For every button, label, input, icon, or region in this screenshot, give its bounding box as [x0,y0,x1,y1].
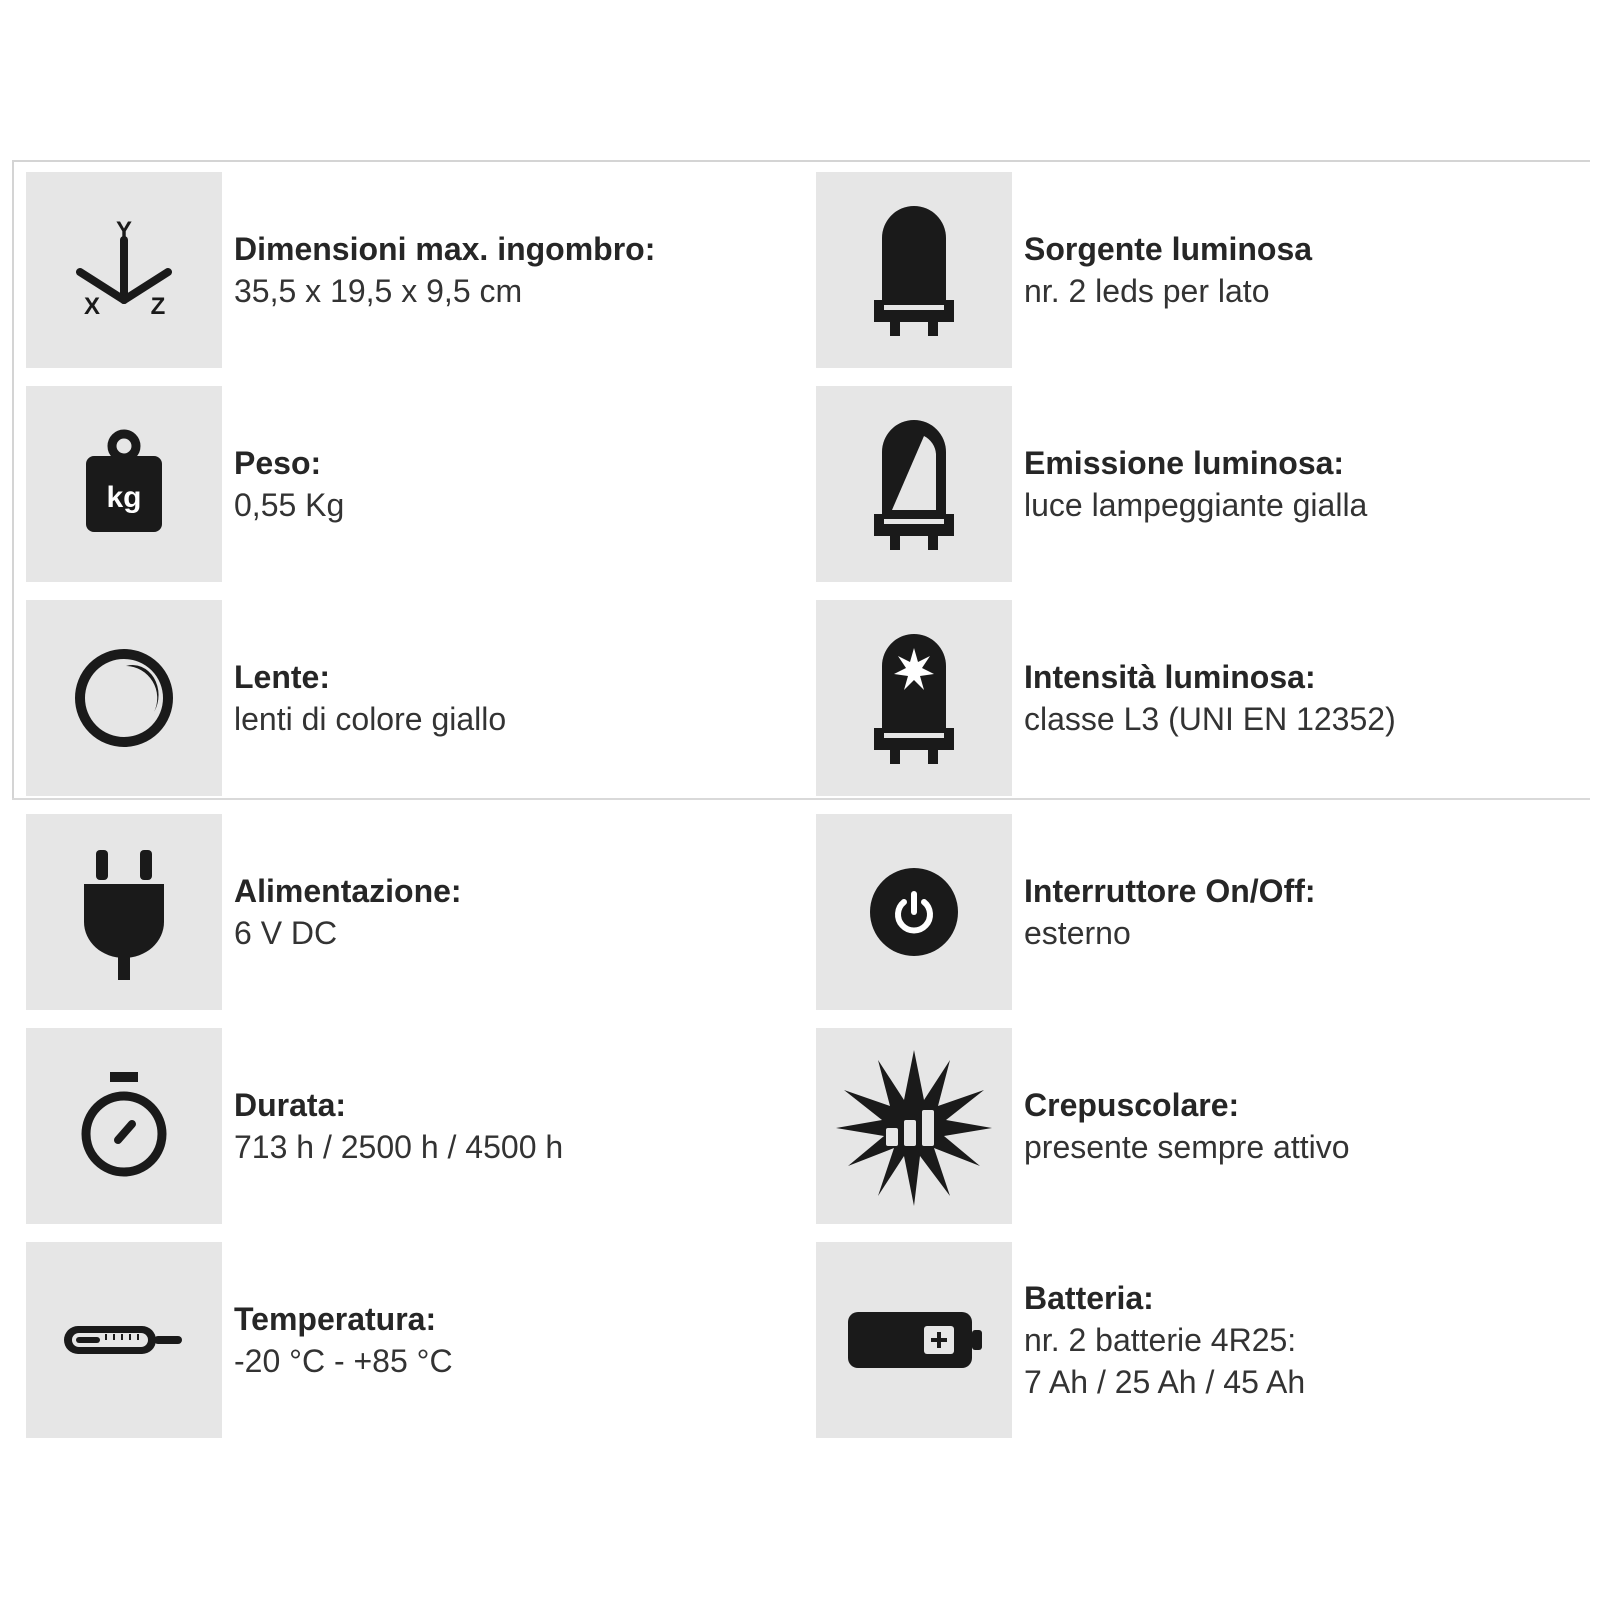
spec-label: Alimentazione: [234,873,462,909]
axes-xyz-icon [26,172,222,368]
spec-power-supply [26,814,806,1010]
stopwatch-icon [26,1028,222,1224]
spec-label: Peso: [234,445,322,481]
thermometer-icon [26,1242,222,1438]
led-flashing-icon [816,386,1012,582]
spec-label: Crepuscolare: [1024,1087,1240,1123]
frame-middle-line [12,798,1590,800]
spec-duration [26,1028,806,1224]
battery-icon [816,1242,1012,1438]
spec-value: 0,55 Kg [234,487,345,523]
spec-label: Interruttore On/Off: [1024,873,1316,909]
spec-value: -20 °C - +85 °C [234,1343,453,1379]
spec-weight [26,386,806,582]
led-icon [816,172,1012,368]
spec-label: Sorgente luminosa [1024,231,1313,267]
spec-value: lenti di colore giallo [234,701,507,737]
spec-lens [26,600,806,796]
spec-value: esterno [1024,915,1131,951]
spec-value: luce lampeggiante gialla [1024,487,1368,523]
lens-icon [26,600,222,796]
spec-value: nr. 2 batterie 4R25: [1024,1322,1297,1358]
spec-label: Durata: [234,1087,347,1123]
spec-value: presente sempre attivo [1024,1129,1350,1165]
frame-left-line [12,160,14,800]
spec-label: Dimensioni max. ingombro: [234,231,656,267]
spec-value: 713 h / 2500 h / 4500 h [234,1129,564,1165]
weight-kg-icon [26,386,222,582]
led-intensity-icon [816,600,1012,796]
spec-label: Lente: [234,659,330,695]
axis-label-y: Y [115,217,133,244]
spec-label: Batteria: [1024,1280,1154,1316]
spec-label: Temperatura: [234,1301,437,1337]
axis-label-z: Z [150,293,166,320]
spec-light-intensity [816,600,1596,796]
axis-label-x: X [83,293,101,320]
twilight-sensor-icon [816,1028,1012,1224]
spec-label: Emissione luminosa: [1024,445,1345,481]
spec-light-source [816,172,1596,368]
spec-temperature [26,1242,806,1438]
spec-twilight-sensor [816,1028,1596,1224]
spec-battery [816,1242,1596,1438]
spec-value: nr. 2 leds per lato [1024,273,1270,309]
spec-dimensions [26,172,806,368]
spec-value-secondary: 7 Ah / 25 Ah / 45 Ah [1024,1364,1306,1400]
spec-on-off-switch [816,814,1596,1010]
spec-value: classe L3 (UNI EN 12352) [1024,701,1396,737]
weight-icon-label: kg [106,481,142,514]
spec-value: 35,5 x 19,5 x 9,5 cm [234,273,523,309]
frame-top-line [14,160,1590,162]
spec-value: 6 V DC [234,915,338,951]
power-plug-icon [26,814,222,1010]
power-button-icon [816,814,1012,1010]
spec-label: Intensità luminosa: [1024,659,1316,695]
spec-light-emission [816,386,1596,582]
